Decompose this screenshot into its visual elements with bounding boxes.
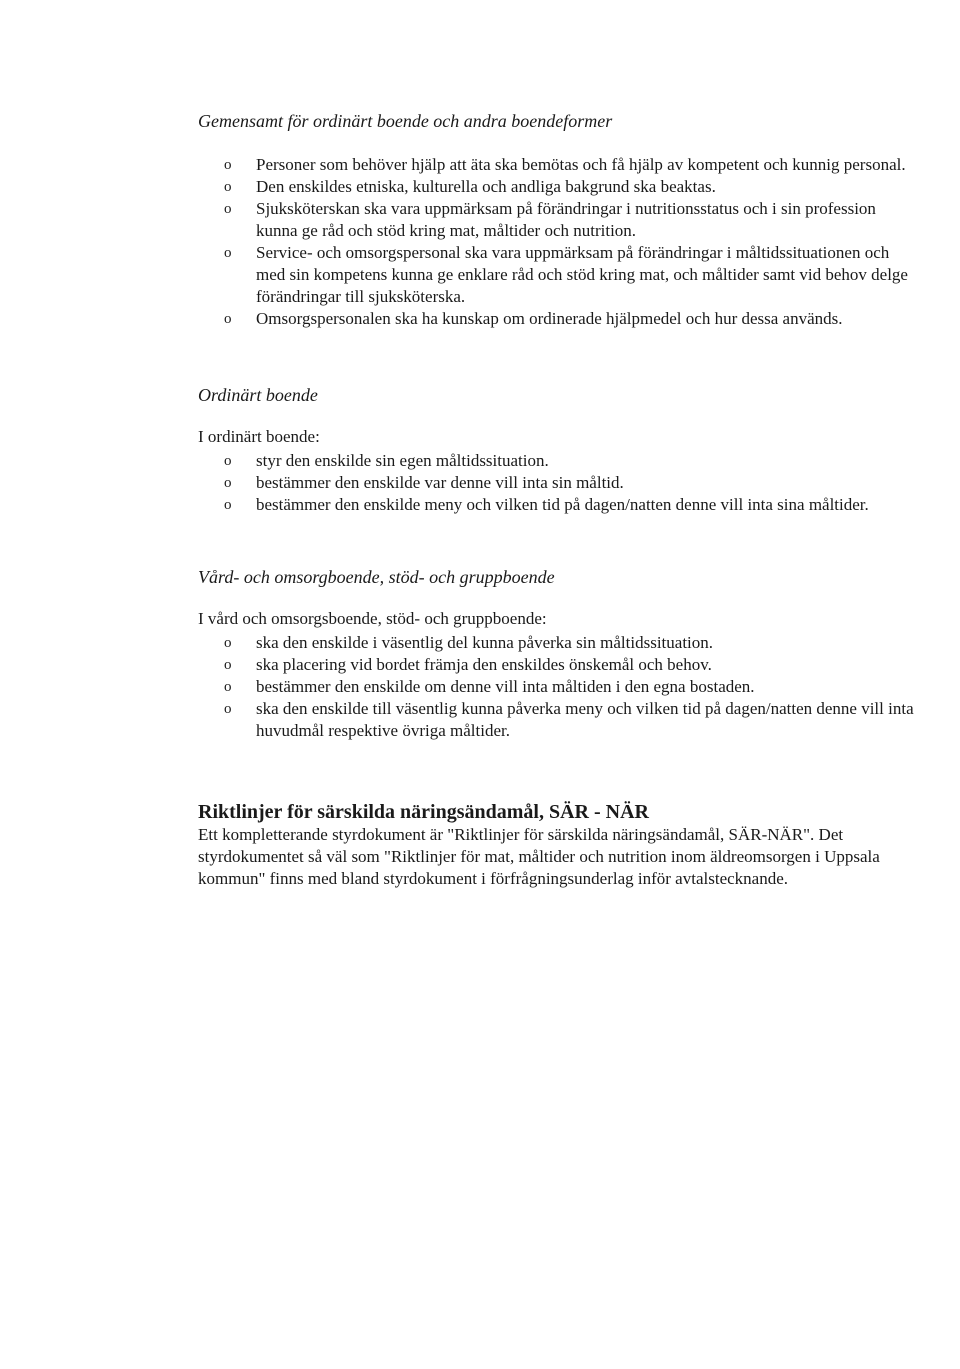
list-item: [198, 198, 918, 242]
section-body-guidelines: Ett kompletterande styrdokument är "Riktlinjer för särskilda näringsändamål, SÄR-NÄR". Det styrdokumentet så väl som "Riktlinjer för mat, måltider och nutrition inom äldreomsorgen i Uppsala kommun" finns med bland styrdokument i förfrågningsunderlag inför avtalstecknande.: [198, 825, 880, 888]
list-item: [198, 654, 918, 676]
list-item-text: ska placering vid bordet främja den enskildes önskemål och behov.: [256, 655, 712, 674]
bullet-icon: o: [224, 311, 232, 327]
bullet-icon: o: [224, 157, 232, 173]
list-item-text: Personer som behöver hjälp att äta ska bemötas och få hjälp av kompetent och kunnig personal.: [256, 155, 906, 174]
list-item-text: ska den enskilde i väsentlig del kunna påverka sin måltidssituation.: [256, 633, 714, 652]
bullet-icon: o: [224, 679, 232, 695]
list-item-text: bestämmer den enskilde om denne vill inta måltiden i den egna bostaden.: [256, 677, 755, 696]
list-item: [198, 472, 918, 494]
list-item-text: Sjuksköterskan ska vara uppmärksam på förändringar i nutritionsstatus och i sin profession kunna ge råd och stöd kring mat, måltider och nutrition.: [256, 199, 876, 240]
section-heading-care: Vård- och omsorgboende, stöd- och gruppboende: [198, 567, 555, 587]
list-item: [198, 632, 918, 654]
bullet-icon: o: [224, 245, 232, 261]
section-care-housing: [198, 566, 918, 742]
bullet-icon: o: [224, 179, 232, 195]
section-heading-ordinary: Ordinärt boende: [198, 385, 318, 405]
section-common: [198, 110, 918, 330]
bullet-icon: o: [224, 201, 232, 217]
section-intro-care: I vård och omsorgsboende, stöd- och gruppboende:: [198, 609, 547, 628]
list-item: [198, 450, 918, 472]
list-item: [198, 494, 918, 516]
list-common: [198, 154, 918, 330]
list-item: [198, 242, 918, 308]
list-item: [198, 308, 918, 330]
section-intro-ordinary: I ordinärt boende:: [198, 427, 320, 446]
list-item: [198, 676, 918, 698]
bullet-icon: o: [224, 497, 232, 513]
list-item-text: Service- och omsorgspersonal ska vara uppmärksam på förändringar i måltidssituationen och med sin kompetens kunna ge enklare råd och stöd kring mat, och måltider samt vid behov delge förändringar till sjuksköterska.: [256, 243, 908, 306]
bullet-icon: o: [224, 657, 232, 673]
list-item-text: ska den enskilde till väsentlig kunna påverka meny och vilken tid på dagen/natten denne vill inta huvudmål respektive övriga måltider.: [256, 699, 914, 740]
bullet-icon: o: [224, 635, 232, 651]
list-item: [198, 698, 918, 742]
section-guidelines: [198, 800, 918, 890]
bullet-icon: o: [224, 453, 232, 469]
list-item-text: bestämmer den enskilde meny och vilken tid på dagen/natten denne vill inta sina måltider.: [256, 495, 869, 514]
section-ordinary-housing: [198, 384, 918, 516]
list-item-text: bestämmer den enskilde var denne vill inta sin måltid.: [256, 473, 624, 492]
section-heading-common: Gemensamt för ordinärt boende och andra boendeformer: [198, 111, 613, 131]
list-item-text: Den enskildes etniska, kulturella och andliga bakgrund ska beaktas.: [256, 177, 716, 196]
bullet-icon: o: [224, 475, 232, 491]
list-care: [198, 632, 918, 742]
bullet-icon: o: [224, 701, 232, 717]
section-heading-guidelines: Riktlinjer för särskilda näringsändamål, SÄR - NÄR: [198, 801, 649, 823]
list-ordinary: [198, 450, 918, 516]
list-item-text: styr den enskilde sin egen måltidssituation.: [256, 451, 549, 470]
list-item-text: Omsorgspersonalen ska ha kunskap om ordinerade hjälpmedel och hur dessa används.: [256, 309, 843, 328]
list-item: [198, 154, 918, 176]
list-item: [198, 176, 918, 198]
